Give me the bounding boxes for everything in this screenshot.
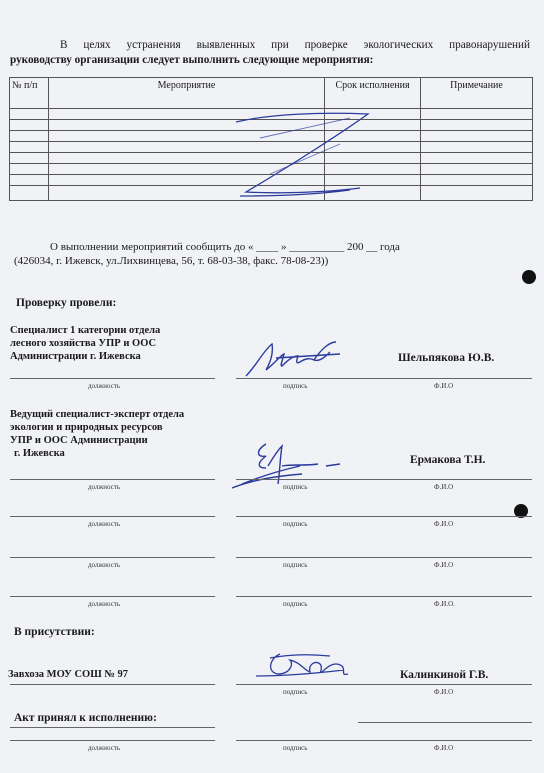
signature-line <box>236 378 366 379</box>
fio-line <box>358 722 532 723</box>
position-line <box>10 557 215 558</box>
punch-hole <box>522 270 536 284</box>
fio-line <box>358 479 532 480</box>
position-line <box>10 740 215 741</box>
col-header-deadline: Срок исполнения <box>325 78 421 109</box>
signature-image <box>250 648 354 682</box>
caption-position: должность <box>88 744 121 752</box>
inspected-by-heading: Проверку провели: <box>16 297 117 309</box>
report-address: (426034, г. Ижевск, ул.Лихвинцева, 56, т. 68-03-38, факс. 78-08-23)) <box>14 255 329 267</box>
inspector2-name: Ермакова Т.Н. <box>410 454 486 466</box>
caption-position: должность <box>88 561 121 569</box>
caption-signature: подпись <box>283 520 308 528</box>
report-deadline <box>10 240 530 268</box>
present-name: Калинкиной Г.В. <box>400 669 489 681</box>
signature-line <box>236 684 366 685</box>
signature-line <box>236 596 366 597</box>
caption-fio: Ф.И.О <box>434 520 454 528</box>
fio-line <box>358 557 532 558</box>
signature-image <box>236 336 348 382</box>
inspector1-position: Специалист 1 категории отдела лесного хозяйства УПР и ООС Администрации г. Ижевска <box>10 325 161 362</box>
accepted-heading: Акт принял к исполнению: <box>14 712 157 724</box>
fio-line <box>358 740 532 741</box>
col-header-number: № п/п <box>10 78 49 109</box>
caption-fio: Ф.И.О <box>434 382 454 390</box>
z-cancel-mark <box>200 104 400 216</box>
signature-line <box>236 479 366 480</box>
caption-fio: Ф.И.О <box>434 688 454 696</box>
accepted-line <box>10 727 215 728</box>
caption-fio: Ф.И.О <box>434 483 454 491</box>
col-header-measure: Мероприятие <box>49 78 325 109</box>
caption-position: должность <box>88 382 121 390</box>
position-line <box>10 516 215 517</box>
caption-signature: подпись <box>283 688 308 696</box>
fio-line <box>358 378 532 379</box>
signature-image <box>222 436 342 492</box>
fio-line <box>358 596 532 597</box>
caption-signature: подпись <box>283 600 308 608</box>
present-heading: В присутствии: <box>14 626 95 638</box>
caption-position: должность <box>88 600 121 608</box>
caption-fio: Ф.И.О. <box>434 600 455 608</box>
intro-line-1: В целях устранения выявленных при проверке экологических правонарушений <box>60 39 530 51</box>
inspector1-name: Шельпякова Ю.В. <box>398 352 495 364</box>
caption-signature: подпись <box>283 382 308 390</box>
caption-signature: подпись <box>283 561 308 569</box>
report-line-1: О выполнении мероприятий сообщить до « ____ » __________ 200 __ года <box>50 241 400 253</box>
inspector2-position: Ведущий специалист-эксперт отдела экологии и природных ресурсов УПР и ООС Администрации г. Ижевска <box>10 409 185 459</box>
signature-line <box>236 557 366 558</box>
position-line <box>10 479 215 480</box>
caption-fio: Ф.И.О <box>434 744 454 752</box>
position-line <box>10 378 215 379</box>
caption-position: должность <box>88 483 121 491</box>
signature-line <box>236 516 366 517</box>
present-position: Завхоза МОУ СОШ № 97 <box>8 669 129 680</box>
signature-line <box>236 740 366 741</box>
fio-line <box>358 684 532 685</box>
caption-signature: подпись <box>283 744 308 752</box>
col-header-note: Примечание <box>421 78 533 109</box>
position-line <box>10 596 215 597</box>
fio-line <box>358 516 532 517</box>
position-line <box>10 684 215 685</box>
intro-line-2: руководству организации следует выполнить следующие мероприятия: <box>10 54 374 66</box>
intro-paragraph <box>10 38 530 68</box>
caption-position: должность <box>88 520 121 528</box>
caption-signature: подпись <box>283 483 308 491</box>
caption-fio: Ф.И.О <box>434 561 454 569</box>
